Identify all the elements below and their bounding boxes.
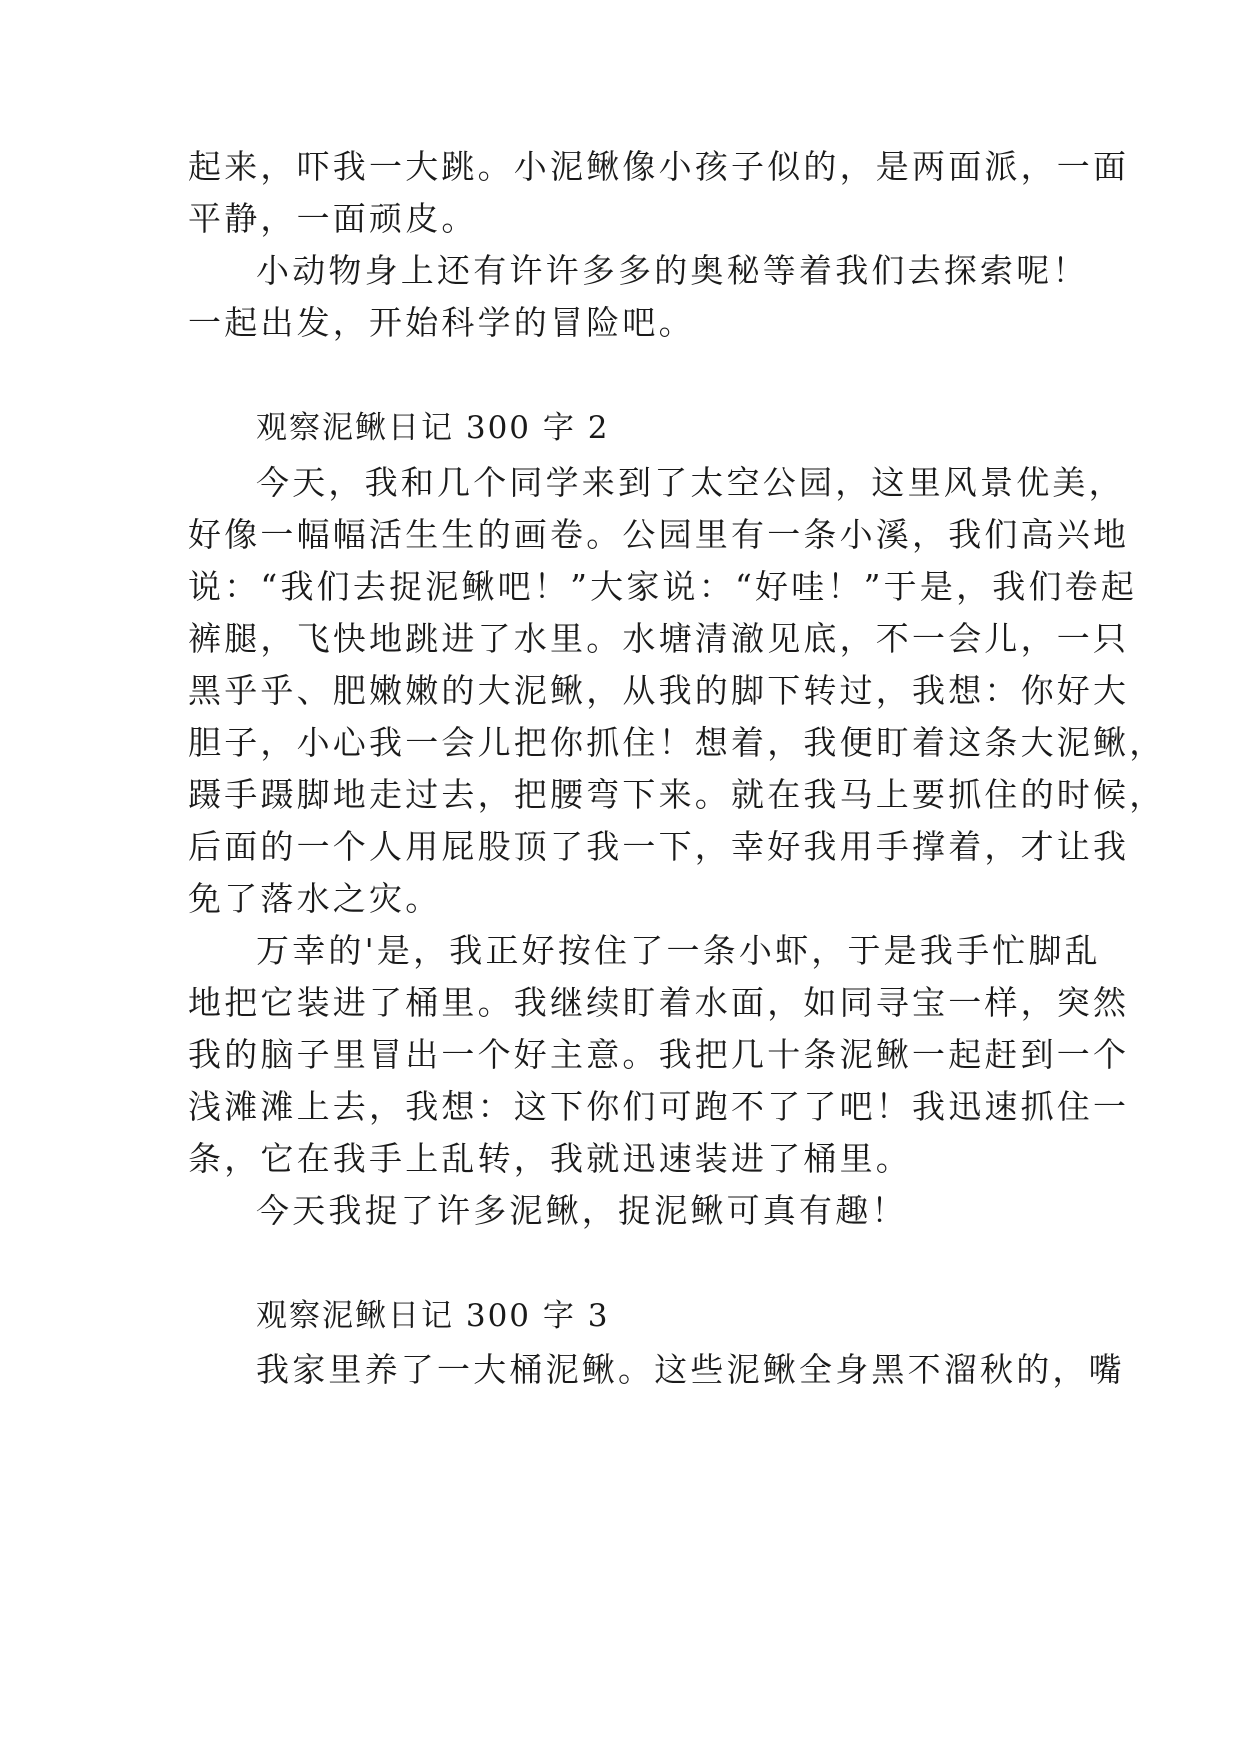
paragraph-line: 说：“我们去捉泥鳅吧！”大家说：“好哇！”于是，我们卷起 (188, 567, 1138, 606)
paragraph-line: 一起出发，开始科学的冒险吧。 (188, 303, 695, 342)
paragraph-line: 我的脑子里冒出一个好主意。我把几十条泥鳅一起赶到一个 (188, 1035, 1130, 1074)
paragraph-line: 好像一幅幅活生生的画卷。公园里有一条小溪，我们高兴地 (188, 515, 1130, 554)
section-heading: 观察泥鳅日记 300 字 2 (256, 410, 610, 446)
paragraph-line: 免了落水之灾。 (188, 879, 442, 918)
paragraph-line: 胆子，小心我一会儿把你抓住！想着，我便盯着这条大泥鳅， (188, 723, 1166, 762)
paragraph-line: 黑乎乎、肥嫩嫩的大泥鳅，从我的脚下转过，我想：你好大 (188, 671, 1130, 710)
paragraph-line: 裤腿，飞快地跳进了水里。水塘清澈见底，不一会儿，一只 (188, 619, 1130, 658)
paragraph-line: 平静，一面顽皮。 (188, 199, 478, 238)
paragraph-line: 后面的一个人用屁股顶了我一下，幸好我用手撑着，才让我 (188, 827, 1130, 866)
paragraph-line: 今天，我和几个同学来到了太空公园，这里风景优美， (256, 463, 1125, 502)
paragraph-line: 地把它装进了桶里。我继续盯着水面，如同寻宝一样，突然 (188, 983, 1130, 1022)
paragraph-line: 万幸的'是，我正好按住了一条小虾，于是我手忙脚乱 (256, 931, 1101, 970)
paragraph-line: 浅滩滩上去，我想：这下你们可跑不了了吧！我迅速抓住一 (188, 1087, 1130, 1126)
paragraph-line: 起来，吓我一大跳。小泥鳅像小孩子似的，是两面派，一面 (188, 147, 1130, 186)
paragraph-line: 条，它在我手上乱转，我就迅速装进了桶里。 (188, 1139, 912, 1178)
paragraph-line: 今天我捉了许多泥鳅，捉泥鳅可真有趣！ (256, 1191, 908, 1230)
paragraph-line: 我家里养了一大桶泥鳅。这些泥鳅全身黑不溜秋的，嘴 (256, 1350, 1125, 1389)
paragraph-line: 小动物身上还有许许多多的奥秘等着我们去探索呢！ (256, 251, 1089, 290)
paragraph-line: 蹑手蹑脚地走过去，把腰弯下来。就在我马上要抓住的时候， (188, 775, 1166, 814)
section-heading: 观察泥鳅日记 300 字 3 (256, 1298, 610, 1334)
